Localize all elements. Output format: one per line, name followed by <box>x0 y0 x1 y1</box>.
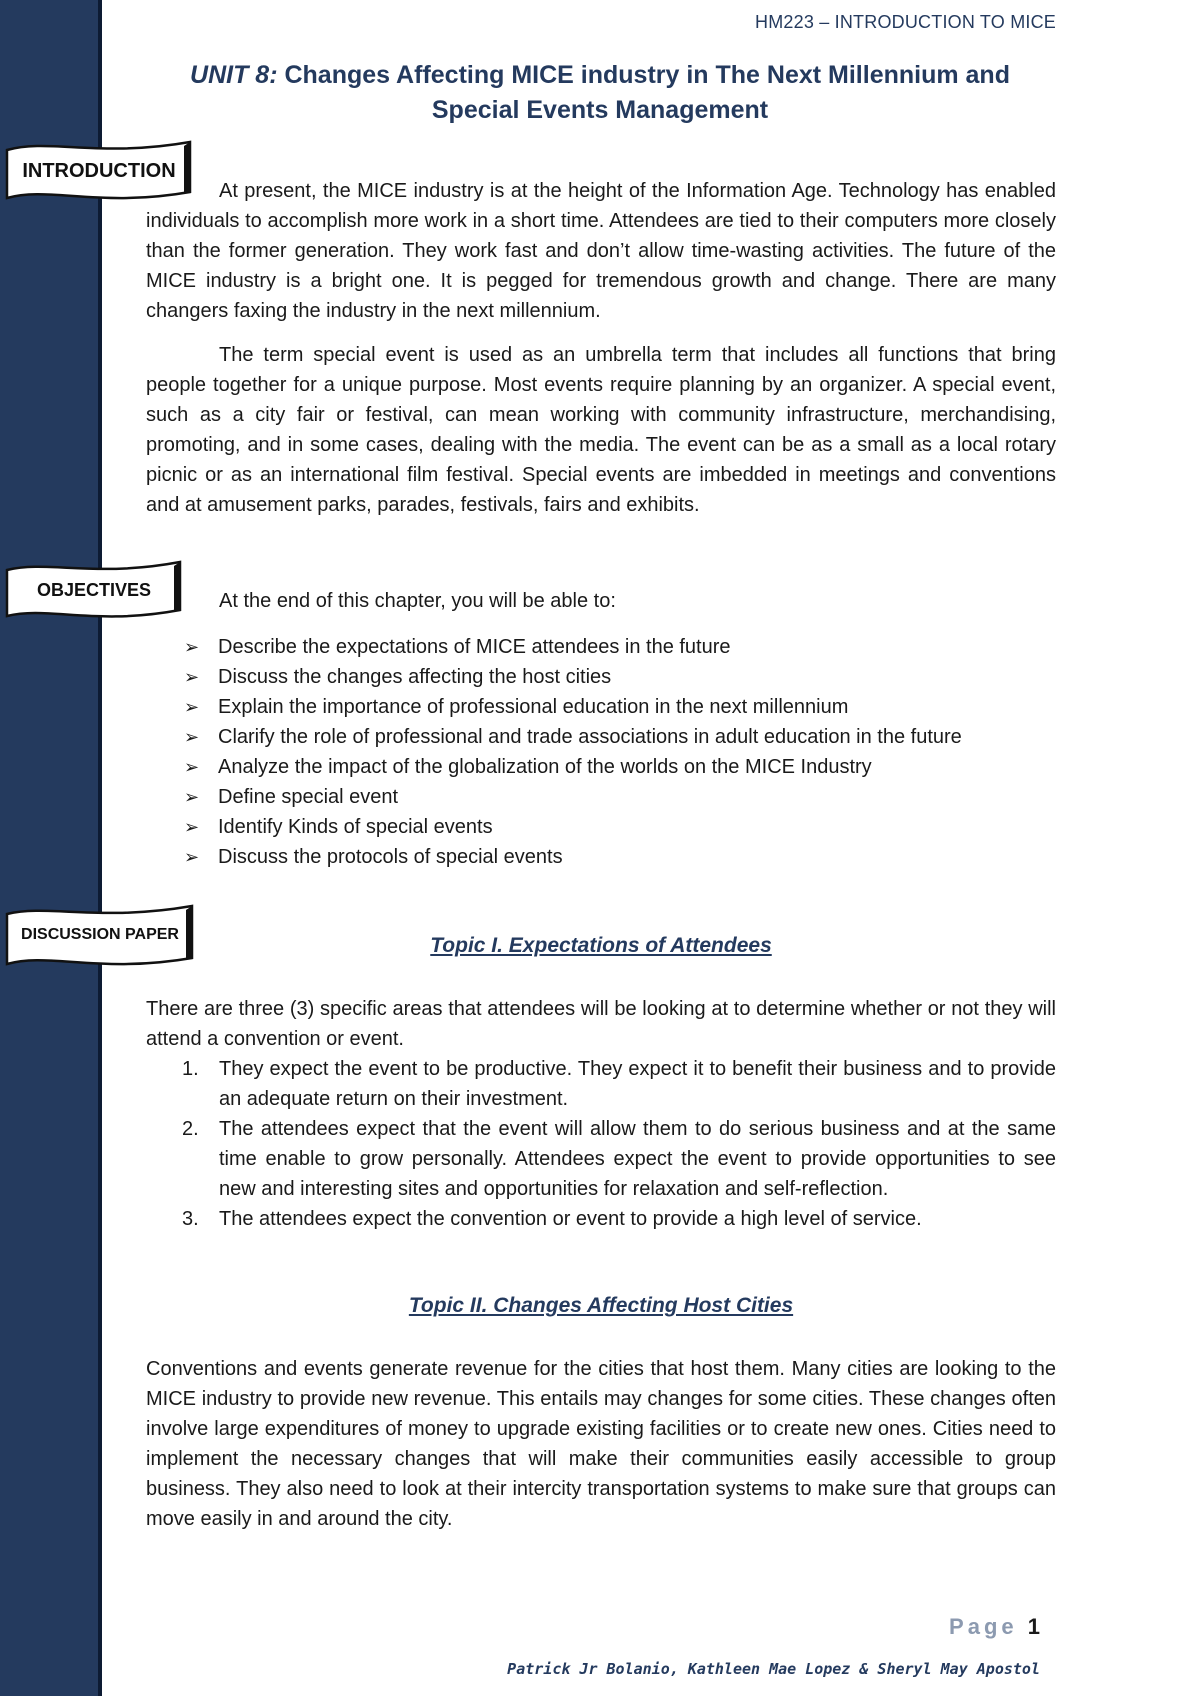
arrow-bullet-icon: ➢ <box>184 757 200 777</box>
arrow-bullet-icon: ➢ <box>184 697 200 717</box>
expectation-item: 3. The attendees expect the convention or event to provide a high level of service. <box>182 1208 922 1230</box>
arrow-bullet-icon: ➢ <box>184 787 200 807</box>
objective-item: ➢ Discuss the changes affecting the host cities <box>182 662 962 692</box>
page-number <box>949 1614 1040 1640</box>
arrow-bullet-icon: ➢ <box>184 847 200 867</box>
objective-item: ➢ Define special event <box>182 782 962 812</box>
objective-item: ➢ Identify Kinds of special events <box>182 812 962 842</box>
objective-item: ➢ Discuss the protocols of special events <box>182 842 962 872</box>
objective-item: ➢ Describe the expectations of MICE attendees in the future <box>182 632 962 662</box>
objectives-intro-text: At the end of this chapter, you will be able to: <box>219 590 616 612</box>
introduction-section <box>146 176 1056 520</box>
objectives-intro <box>146 586 1056 616</box>
topic-1-intro-text: There are three (3) specific areas that attendees will be looking at to determine whether or not they will attend a convention or event. <box>146 998 1056 1050</box>
arrow-bullet-icon: ➢ <box>184 817 200 837</box>
introduction-paragraph-2: The term special event is used as an umbrella term that includes all functions that bring people together for a unique purpose. Most events require planning by an organizer. A special event, such as a city fair or festival, can mean working with community infrastructure, merchandising, promoting, and in some cases, dealing with the media. The event can be as a small as a local rotary picnic or as an international film festival. Special events are imbedded in meetings and conventions and at amusement parks, parades, festivals, fairs and exhibits. <box>146 344 1056 516</box>
topic-1-heading: Topic I. Expectations of Attendees <box>430 934 772 957</box>
unit-title <box>150 58 1050 128</box>
arrow-bullet-icon: ➢ <box>184 637 200 657</box>
expectation-item: 2. The attendees expect that the event will allow them to do serious business and at the same time enable to grow personally. Attendees expect the event to provide opportunities to see new and interesting sites and opportunities for relaxation and self-reflection. <box>182 1118 1056 1200</box>
topic-1-intro <box>146 994 1056 1054</box>
attendee-expectations-list <box>146 1054 1056 1234</box>
topic-2-body-text: Conventions and events generate revenue for the cities that host them. Many cities are looking to the MICE industry to provide new revenue. This entails may changes for some cities. These changes often involve large expenditures of money to upgrade existing facilities or to create new ones. Cities need to implement the necessary changes that will make their communities easily accessible to group business. They also need to look at their intercity transportation systems to make sure that groups can move easily in and around the city. <box>146 1358 1056 1530</box>
unit-label: UNIT 8: <box>190 61 278 89</box>
introduction-paragraph-1: At present, the MICE industry is at the height of the Information Age. Technology has enabled individuals to accomplish more work in a short time. Attendees are tied to their computers more closely than the former generation. They work fast and don’t allow time-wasting activities. The future of the MICE industry is a bright one. It is pegged for tremendous growth and change. There are many changers faxing the industry in the next millennium. <box>146 180 1056 322</box>
page-label: Page <box>949 1614 1018 1639</box>
left-sidebar-stripe <box>0 0 102 1696</box>
expectation-item: 1. They expect the event to be productive. They expect it to benefit their business and to provide an adequate return on their investment. <box>182 1058 1056 1110</box>
topic-2-body <box>146 1354 1056 1534</box>
introduction-banner-label: INTRODUCTION <box>22 160 176 182</box>
discussion-paper-banner-label: DISCUSSION PAPER <box>21 926 179 943</box>
objectives-banner-label: OBJECTIVES <box>36 580 152 600</box>
objective-item: ➢ Clarify the role of professional and trade associations in adult education in the future <box>182 722 962 752</box>
unit-title-text: Changes Affecting MICE industry in The Next Millennium and Special Events Management <box>277 61 1010 124</box>
page-number-value: 1 <box>1027 1614 1040 1639</box>
arrow-bullet-icon: ➢ <box>184 667 200 687</box>
authors-footer: Patrick Jr Bolanio, Kathleen Mae Lopez & Sheryl May Apostol <box>507 1660 1040 1678</box>
objective-item: ➢ Explain the importance of professional education in the next millennium <box>182 692 962 722</box>
topic-2-heading: Topic II. Changes Affecting Host Cities <box>408 1294 794 1317</box>
course-header: HM223 – INTRODUCTION TO MICE <box>755 12 1056 32</box>
objective-item: ➢ Analyze the impact of the globalization of the worlds on the MICE Industry <box>182 752 962 782</box>
objectives-list <box>182 632 962 872</box>
arrow-bullet-icon: ➢ <box>184 727 200 747</box>
